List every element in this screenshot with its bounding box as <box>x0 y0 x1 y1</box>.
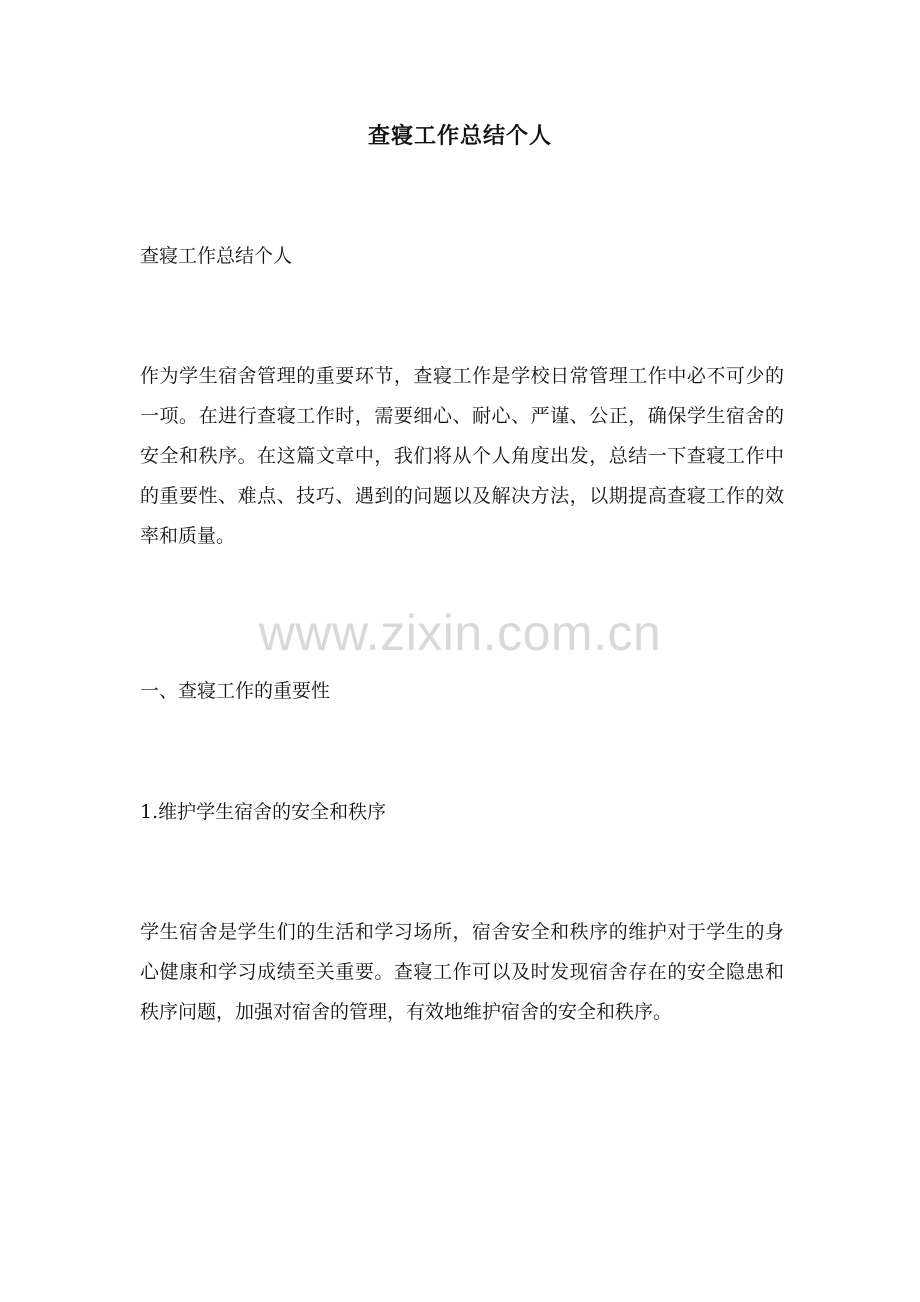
watermark-text: www.zixin.com.cn <box>258 605 662 661</box>
document-subtitle: 查寝工作总结个人 <box>140 245 293 267</box>
sub-section-heading: 1.维护学生宿舍的安全和秩序 <box>140 801 387 823</box>
document-title: 查寝工作总结个人 <box>367 123 552 149</box>
intro-paragraph: 作为学生宿舍管理的重要环节，查寝工作是学校日常管理工作中必不可少的一项。在进行查寝工作时，需要细心、耐心、严谨、公正，确保学生宿舍的安全和秩序。在这篇文章中，我们将从个人角度出发，总结一下查寝工作中的重要性、难点、技巧、遇到的问题以及解决方法，以期提高查寝工作的效率和质量。 <box>140 365 784 547</box>
section-heading: 一、查寝工作的重要性 <box>140 680 331 702</box>
body-paragraph: 学生宿舍是学生们的生活和学习场所，宿舍安全和秩序的维护对于学生的身心健康和学习成绩至关重要。查寝工作可以及时发现宿舍存在的安全隐患和秩序问题，加强对宿舍的管理，有效地维护宿舍的安全和秩序。 <box>140 921 784 1023</box>
